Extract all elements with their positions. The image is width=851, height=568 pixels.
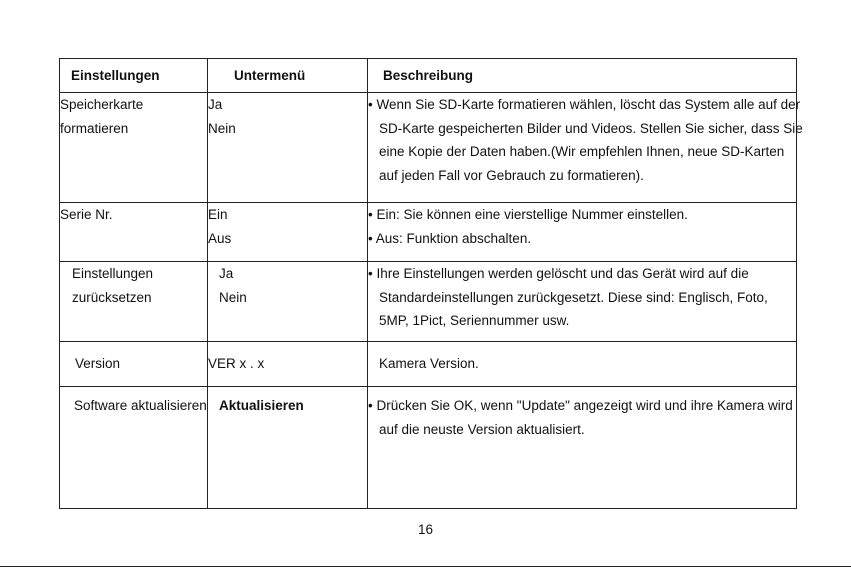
description-cell <box>368 93 803 203</box>
table-header-row <box>60 59 797 93</box>
description-cell <box>368 203 797 262</box>
description-line: eine Kopie der Daten haben.(Wir empfehlen Ihnen, neue SD-Karten <box>379 144 785 159</box>
description-line: • Ihre Einstellungen werden gelöscht und das Gerät wird auf die <box>368 266 749 281</box>
setting-cell <box>60 203 208 262</box>
submenu-cell <box>208 262 368 342</box>
setting-cell <box>60 387 208 509</box>
table-row <box>60 387 797 509</box>
submenu-cell <box>208 93 368 203</box>
submenu-option: VER x . x <box>208 356 265 371</box>
description-line: • Ein: Sie können eine vierstellige Nummer einstellen. <box>368 207 688 222</box>
description-line: Kamera Version. <box>379 356 479 371</box>
setting-label: Einstellungen <box>72 266 154 281</box>
table-row <box>60 93 797 203</box>
description-line: • Aus: Funktion abschalten. <box>368 230 532 246</box>
setting-cell <box>60 342 208 387</box>
settings-table <box>59 58 803 509</box>
header-settings: Einstellungen <box>60 59 208 93</box>
description-cell <box>368 342 797 387</box>
setting-label: Software aktualisieren <box>74 398 207 413</box>
description-line: • Wenn Sie SD-Karte formatieren wählen, löscht das System alle auf der <box>368 97 801 112</box>
setting-label: Serie Nr. <box>60 207 113 222</box>
submenu-option: Ein <box>208 207 228 222</box>
description-line: • Drücken Sie OK, wenn "Update" angezeigt wird und ihre Kamera wird <box>368 398 793 413</box>
header-submenu: Untermenü <box>208 59 368 93</box>
header-description: Beschreibung <box>368 59 797 93</box>
setting-label: zurücksetzen <box>72 289 152 305</box>
submenu-option: Nein <box>208 120 236 136</box>
table-row <box>60 342 797 387</box>
description-cell <box>368 262 797 342</box>
description-line: SD-Karte gespeicherten Bilder und Videos. Stellen Sie sicher, dass Sie <box>379 120 803 136</box>
description-line: auf die neuste Version aktualisiert. <box>379 421 585 437</box>
setting-label: Speicherkarte <box>60 97 144 112</box>
setting-cell <box>60 262 208 342</box>
submenu-option: Ja <box>219 266 234 281</box>
table-row <box>60 262 797 342</box>
description-cell <box>368 387 797 509</box>
bottom-divider <box>0 566 851 567</box>
table-row <box>60 203 797 262</box>
description-line: Standardeinstellungen zurückgesetzt. Diese sind: Englisch, Foto, <box>379 289 768 305</box>
submenu-cell <box>208 203 368 262</box>
setting-label: Version <box>75 356 121 371</box>
description-line: 5MP, 1Pict, Seriennummer usw. <box>379 313 570 328</box>
submenu-option: Aktualisieren <box>219 398 304 413</box>
setting-label: formatieren <box>60 120 129 136</box>
description-line: auf jeden Fall vor Gebrauch zu formatieren). <box>379 167 644 183</box>
page-number: 16 <box>417 522 434 537</box>
submenu-option: Nein <box>219 289 247 305</box>
submenu-option: Ja <box>208 97 223 112</box>
submenu-cell <box>208 342 368 387</box>
setting-cell <box>60 93 208 203</box>
submenu-option: Aus <box>208 230 232 246</box>
submenu-cell <box>208 387 368 509</box>
